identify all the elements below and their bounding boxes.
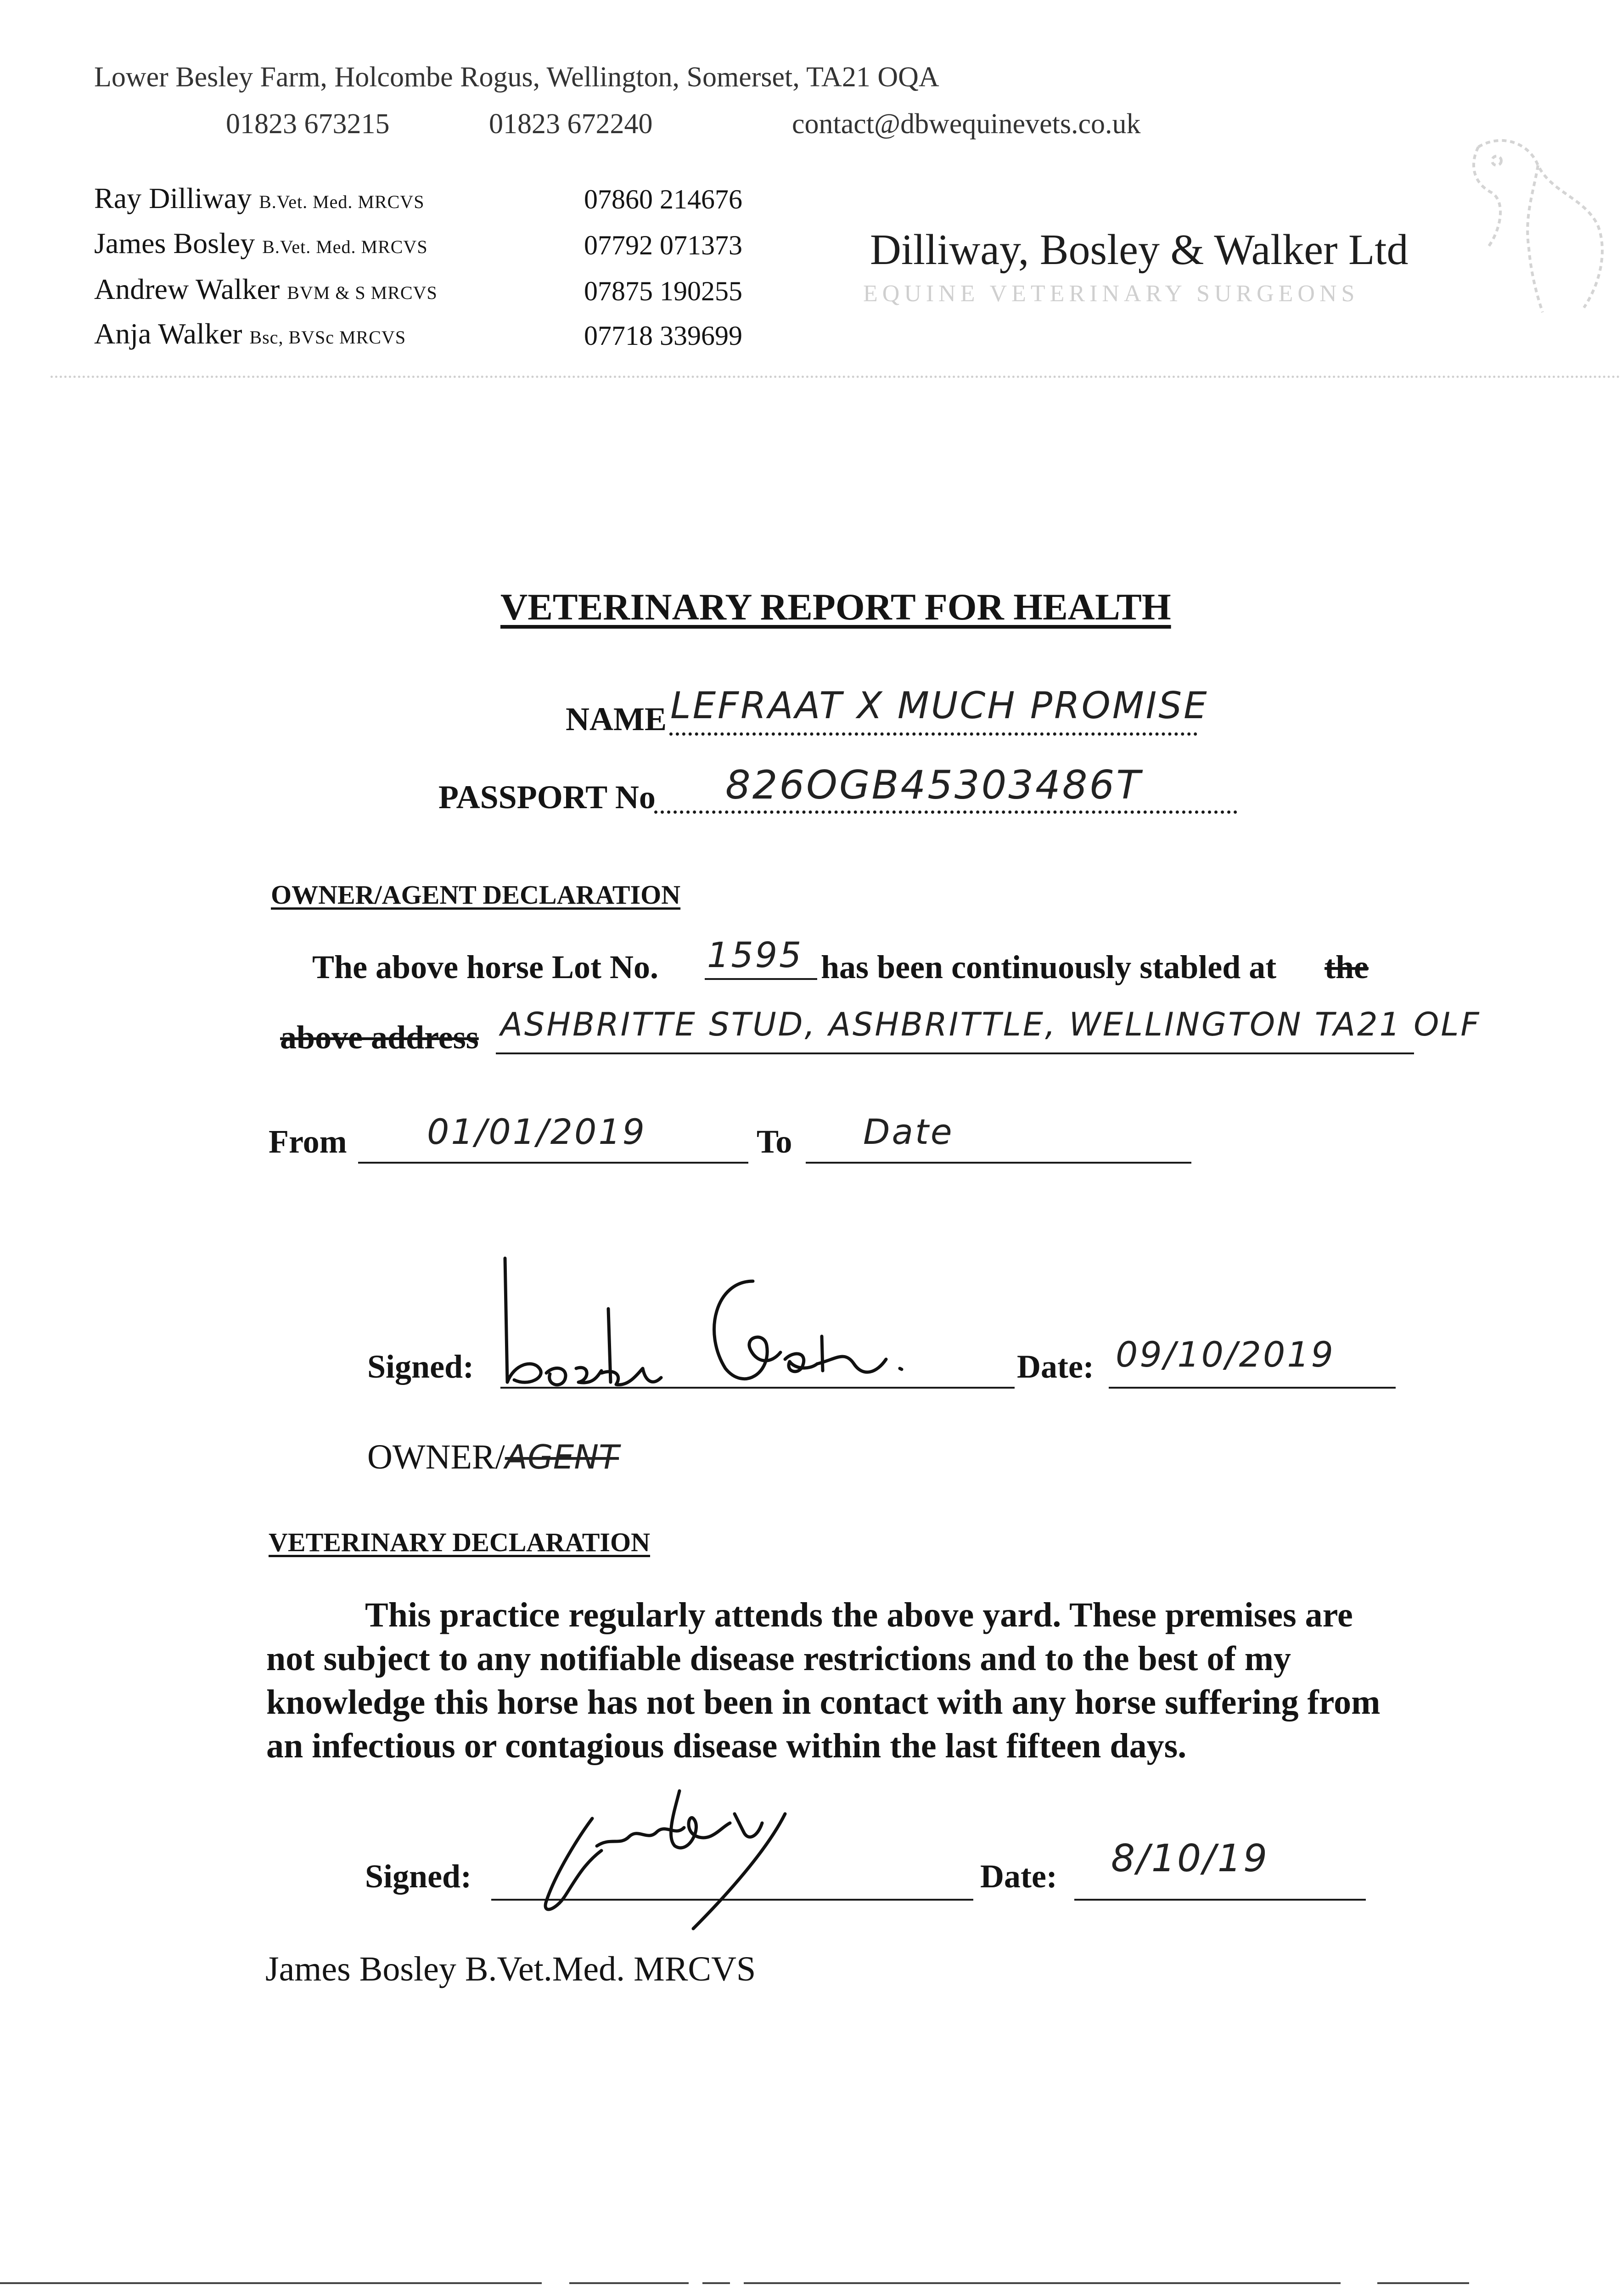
to-underline <box>806 1162 1191 1164</box>
vet-phone: 07792 071373 <box>584 230 742 260</box>
owner-signature <box>496 1254 932 1401</box>
footer-line <box>569 2282 689 2284</box>
vet-row <box>94 181 424 215</box>
owner-role-agent-struck: AGENT <box>505 1438 619 1476</box>
name-dotline <box>669 732 1197 736</box>
owner-signed-label: Signed: <box>367 1348 474 1385</box>
to-date-value: Date <box>863 1111 954 1152</box>
vet-name: Ray Dilliway <box>94 182 252 214</box>
practice-address: Lower Besley Farm, Holcombe Rogus, Wellington, Somerset, TA21 OQA <box>94 62 939 93</box>
from-underline <box>358 1162 748 1164</box>
letterhead-divider <box>51 376 1621 378</box>
passport-dotline <box>654 810 1237 814</box>
address-underline <box>496 1052 1414 1054</box>
lot-text-before: The above horse Lot No. <box>312 949 658 985</box>
horse-logo-icon <box>1446 129 1621 321</box>
passport-label: PASSPORT No <box>438 779 656 816</box>
vet-date-label: Date: <box>980 1858 1057 1895</box>
vet-phone: 07875 190255 <box>584 276 742 306</box>
owner-date-underline <box>1109 1387 1396 1389</box>
from-label: From <box>269 1123 347 1160</box>
practice-phone-2: 01823 672240 <box>489 108 653 140</box>
lot-number-value: 1595 <box>707 934 803 975</box>
vet-phone: 07718 339699 <box>584 321 742 351</box>
vet-phone: 07860 214676 <box>584 184 742 214</box>
passport-number-value: 826OGB45303486T <box>725 762 1142 808</box>
vet-qualifications: B.Vet. Med. MRCVS <box>259 191 425 212</box>
vet-declaration-paragraph <box>266 1593 1405 1768</box>
name-label: NAME <box>566 701 667 737</box>
struck-word: the <box>1325 949 1369 985</box>
struck-address-label: above address <box>280 1019 479 1056</box>
vet-date-value: 8/10/19 <box>1111 1837 1269 1880</box>
vet-date-underline <box>1074 1899 1366 1901</box>
owner-declaration-heading: OWNER/AGENT DECLARATION <box>271 880 681 910</box>
practice-phone-1: 01823 673215 <box>226 108 390 140</box>
footer-line <box>744 2282 1341 2284</box>
footer-line <box>1377 2282 1469 2284</box>
vet-row <box>94 272 438 306</box>
horse-name-value: LEFRAAT X MUCH PROMISE <box>670 684 1209 727</box>
vet-qualifications: Bsc, BVSc MRCVS <box>249 327 406 348</box>
vet-name: Andrew Walker <box>94 273 280 305</box>
vet-name: Anja Walker <box>94 317 242 350</box>
company-subtitle: EQUINE VETERINARY SURGEONS <box>863 281 1359 307</box>
vet-declaration-text: This practice regularly attends the above yard. These premises are not subject to any notifiable disease restrictions and to the best of my knowledge this horse has not been in contact with any horse suffering from an infectious or contagious disease within the last fifteen days. <box>266 1596 1381 1765</box>
vet-qualifications: BVM & S MRCVS <box>287 282 438 303</box>
vet-row <box>94 317 406 351</box>
practice-email: contact@dbwequinevets.co.uk <box>792 108 1141 140</box>
vet-signed-label: Signed: <box>365 1858 472 1895</box>
owner-role <box>367 1437 619 1477</box>
vet-qualifications: B.Vet. Med. MRCVS <box>262 236 428 257</box>
stable-address-value: ASHBRITTE STUD, ASHBRITTLE, WELLINGTON TA21 OLF <box>500 1006 1481 1043</box>
vet-row <box>94 226 428 260</box>
footer-line <box>702 2282 730 2284</box>
owner-date-value: 09/10/2019 <box>1116 1334 1336 1375</box>
footer-line <box>0 2282 542 2284</box>
company-name: Dilliway, Bosley & Walker Ltd <box>870 226 1409 274</box>
vet-declaration-heading: VETERINARY DECLARATION <box>269 1527 651 1557</box>
vet-signatory: James Bosley B.Vet.Med. MRCVS <box>265 1950 756 1988</box>
from-date-value: 01/01/2019 <box>427 1111 647 1152</box>
to-label: To <box>757 1123 792 1160</box>
lot-text-after: has been continuously stabled at <box>821 949 1277 985</box>
vet-name: James Bosley <box>94 227 255 259</box>
vet-signature <box>528 1782 803 1938</box>
lot-underline <box>705 978 817 980</box>
report-title: VETERINARY REPORT FOR HEALTH <box>500 586 1171 628</box>
owner-role-owner: OWNER/ <box>367 1438 505 1476</box>
owner-date-label: Date: <box>1017 1348 1094 1385</box>
